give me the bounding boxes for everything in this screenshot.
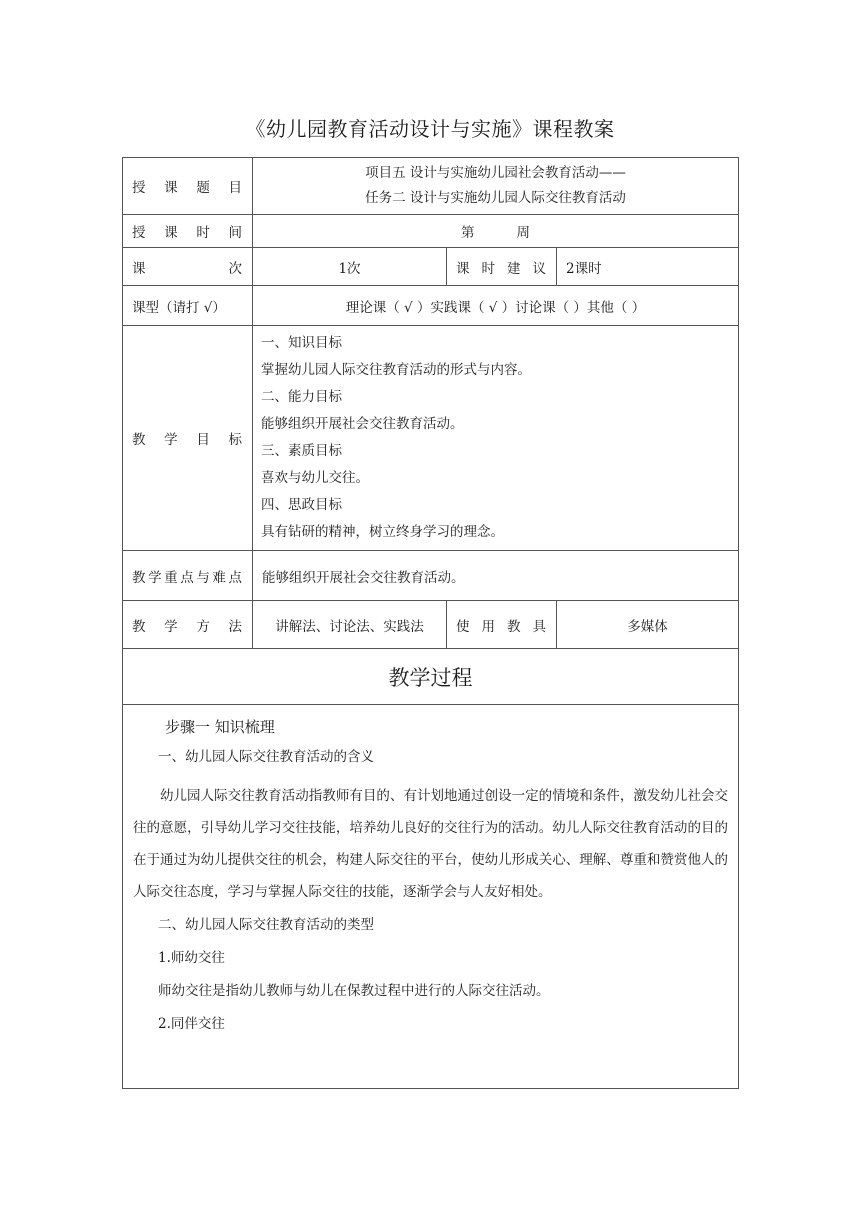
subsection-heading: 2.同伴交往 [158, 1016, 225, 1032]
goal-line: 三、素质目标 [261, 443, 342, 459]
row-process-content [123, 705, 739, 1089]
type-value: 理论课（ √ ）实践课（ √ ）讨论课（ ）其他（ ） [253, 286, 739, 326]
row-key-points [123, 551, 739, 601]
key-value: 能够组织开展社会交往教育活动。 [253, 551, 739, 601]
topic-line-1: 项目五 设计与实施幼儿园社会教育活动—— [365, 165, 626, 181]
step-heading: 步骤一 知识梳理 [165, 718, 275, 736]
method-label: 教 学 方 法 [132, 618, 242, 635]
goal-line: 能够组织开展社会交往教育活动。 [261, 416, 464, 432]
row-method [123, 601, 739, 649]
section-heading: 二、幼儿园人际交往教育活动的类型 [158, 917, 374, 933]
hours-label: 课 时 建 议 [456, 260, 546, 277]
topic-line-2: 任务二 设计与实施幼儿园人际交往教育活动 [365, 190, 626, 206]
topic-label: 授 课 题 目 [132, 180, 242, 196]
goal-line: 二、能力目标 [261, 389, 342, 405]
row-process-title [123, 649, 739, 705]
goals-list [253, 326, 739, 551]
row-time [123, 215, 739, 248]
row-count [123, 248, 739, 286]
goal-line: 喜欢与幼儿交往。 [261, 470, 369, 486]
tools-value: 多媒体 [557, 601, 739, 649]
goal-line: 具有钻研的精神，树立终身学习的理念。 [261, 524, 504, 540]
time-week-prefix: 第 [461, 225, 475, 241]
time-label: 授 课 时 间 [132, 225, 242, 241]
goal-line: 一、知识目标 [261, 335, 342, 351]
time-week-suffix: 周 [516, 225, 530, 241]
tools-label: 使 用 教 具 [456, 618, 546, 635]
type-label: 课型（请打 √） [123, 286, 253, 326]
subsection-heading: 1.师幼交往 [158, 950, 225, 966]
process-title: 教学过程 [123, 649, 739, 705]
goal-line: 四、思政目标 [261, 497, 342, 513]
paragraph: 幼儿园人际交往教育活动指教师有目的、有计划地通过创设一定的情境和条件，激发幼儿社会交往的意愿，引导幼儿学习交往技能，培养幼儿良好的交往行为的活动。幼儿人际交往教育活动的目的在于通过为幼儿提供交往的机会，构建人际交往的平台，使幼儿形成关心、理解、尊重和赞赏他人的人际交往态度，学习与掌握人际交往的技能，逐渐学会与人友好相处。 [133, 788, 728, 900]
count-value: 1次 [253, 248, 447, 286]
key-label: 教 学 重 点 与 难 点 [132, 569, 242, 586]
row-topic [123, 158, 739, 215]
method-value: 讲解法、讨论法、实践法 [253, 601, 447, 649]
lesson-plan-table [122, 157, 739, 1089]
count-label: 课 次 [132, 260, 242, 277]
paragraph: 师幼交往是指幼儿教师与幼儿在保教过程中进行的人际交往活动。 [158, 983, 550, 999]
section-heading: 一、幼儿园人际交往教育活动的含义 [158, 749, 374, 765]
goals-label: 教 学 目 标 [132, 432, 242, 448]
document-title: 《幼儿园教育活动设计与实施》课程教案 [245, 117, 615, 141]
row-type [123, 286, 739, 326]
hours-value: 2课时 [557, 248, 739, 286]
row-goals [123, 326, 739, 551]
process-content [123, 705, 739, 1089]
goal-line: 掌握幼儿园人际交往教育活动的形式与内容。 [261, 362, 531, 378]
